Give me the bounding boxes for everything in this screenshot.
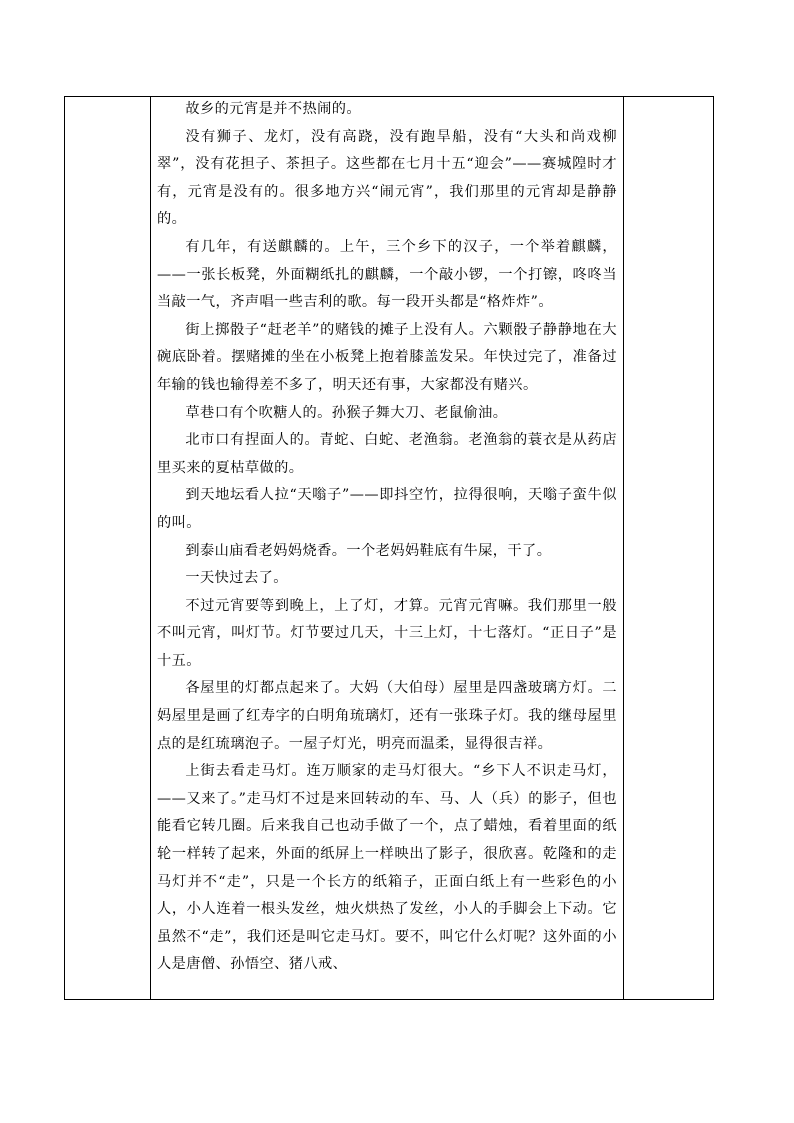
paragraph: 各屋里的灯都点起来了。大妈（大伯母）屋里是四盏玻璃方灯。二妈屋里是画了红寿字的白明角琉璃灯，还有一张珠子灯。我的继母屋里点的是红琉璃泡子。一屋子灯光，明亮而温柔，显得很吉祥。 [157,680,617,752]
left-column-divider [150,97,151,999]
paragraph: 没有狮子、龙灯，没有高跷，没有跑旱船，没有“大头和尚戏柳翠”，没有花担子、茶担子。这些都在七月十五“迎会”——赛城隍时才有，元宵是没有的。很多地方兴“闹元宵”，我们那里的元宵却是静静的。 [157,128,617,228]
paragraph: 一天快过去了。 [185,570,288,587]
paragraph: 有几年，有送麒麟的。上午，三个乡下的汉子，一个举着麒麟，——一张长板凳，外面糊纸扎的麒麟，一个敲小锣，一个打镲，咚咚当当敲一气，齐声唱一些吉利的歌。每一段开头都是“格炸炸”。 [157,238,617,311]
paragraph: 草巷口有个吹糖人的。孙猴子舞大刀、老鼠偷油。 [185,404,508,421]
paragraph: 上街去看走马灯。连万顺家的走马灯很大。“乡下人不识走马灯，——又来了。”走马灯不过是来回转动的车、马、人（兵）的影子，但也能看它转几圈。后来我自己也动手做了一个，点了蜡烛，看着里面的纸轮一样转了起来，外面的纸屏上一样映出了影子，很欣喜。乾隆和的走马灯并不“走”，只是一个长方的纸箱子，正面白纸上有一些彩色的小人，小人连着一根头发丝，烛火烘热了发丝，小人的手脚会上下动。它虽然不“走”，我们还是叫它走马灯。要不，叫它什么灯呢？这外面的小人是唐僧、孙悟空、猪八戒、 [157,763,617,973]
right-column-divider [623,97,624,999]
essay-text [157,96,617,979]
paragraph: 北市口有捏面人的。青蛇、白蛇、老渔翁。老渔翁的蓑衣是从药店里买来的夏枯草做的。 [157,432,617,476]
paragraph: 故乡的元宵是并不热闹的。 [185,101,362,117]
paragraph: 到泰山庙看老妈妈烧香。一个老妈妈鞋底有牛屎，干了。 [185,542,552,559]
paragraph: 不过元宵要等到晚上，上了灯，才算。元宵元宵嘛。我们那里一般不叫元宵，叫灯节。灯节要过几天，十三上灯，十七落灯。“正日子”是十五。 [157,597,617,669]
paragraph: 街上掷骰子“赶老羊”的赌钱的摊子上没有人。六颗骰子静静地在大碗底卧着。摆赌摊的坐在小板凳上抱着膝盖发呆。年快过完了，准备过年输的钱也输得差不多了，明天还有事，大家都没有赌兴。 [157,321,617,393]
paragraph: 到天地坛看人拉“天嗡子”——即抖空竹，拉得很响，天嗡子蛮牛似的叫。 [157,487,617,531]
